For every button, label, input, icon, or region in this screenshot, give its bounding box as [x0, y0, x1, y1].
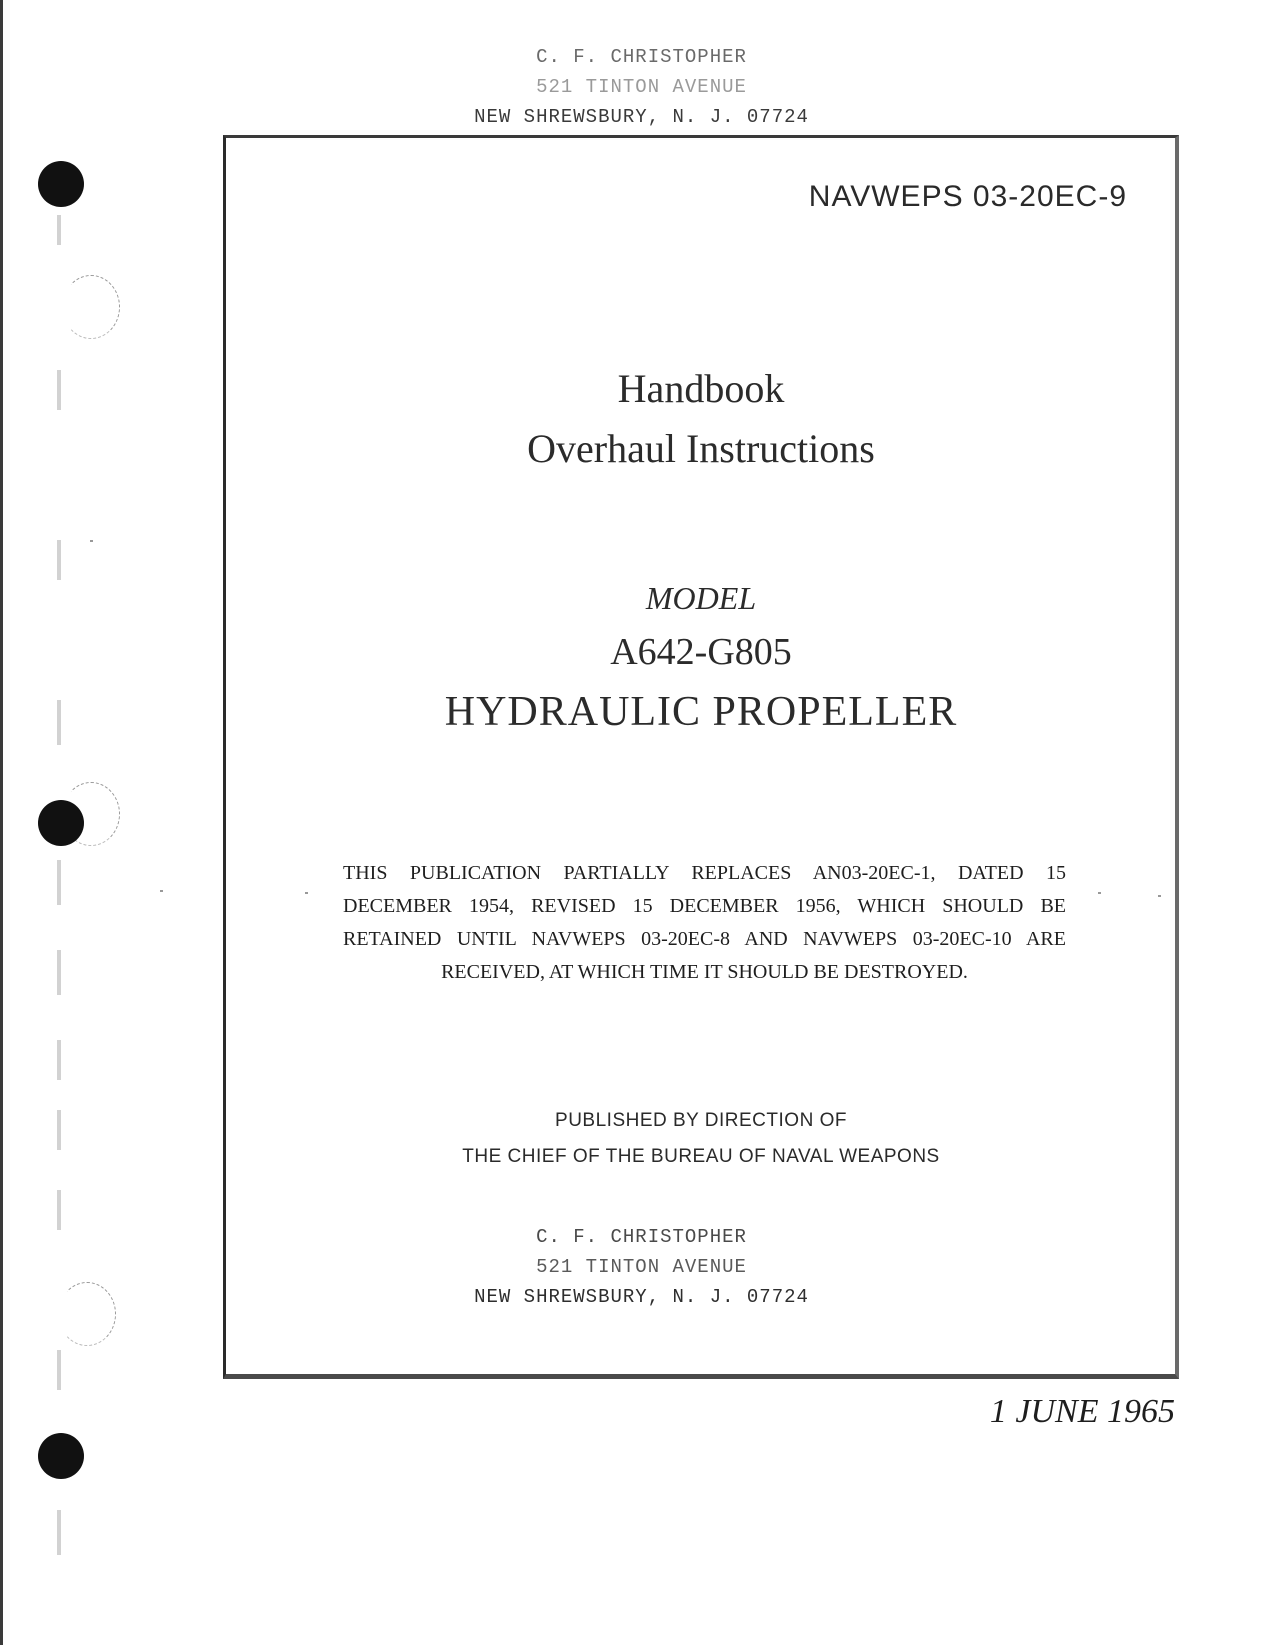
- stamp-name: C. F. CHRISTOPHER: [536, 1226, 747, 1248]
- punch-hole-top: [38, 161, 84, 207]
- stamp-street: 521 TINTON AVENUE: [536, 1256, 747, 1278]
- document-number: NAVWEPS 03-20EC-9: [808, 180, 1127, 213]
- margin-mark: [57, 1510, 61, 1555]
- margin-mark: [57, 1040, 61, 1080]
- punch-hole-bottom: [38, 1433, 84, 1479]
- scan-speck: [1158, 895, 1161, 897]
- top-address-stamp: [0, 42, 1283, 132]
- issue-date: 1 JUNE 1965: [989, 1393, 1175, 1430]
- bottom-address-stamp: [0, 1222, 1283, 1312]
- stamp-city: NEW SHREWSBURY, N. J. 07724: [474, 106, 809, 128]
- margin-mark: [57, 950, 61, 995]
- ghost-hole: [62, 275, 120, 339]
- supersession-notice: [343, 857, 1066, 989]
- scan-speck: [305, 892, 308, 894]
- punch-hole-middle: [38, 800, 84, 846]
- margin-mark: [57, 700, 61, 745]
- margin-mark: [57, 215, 61, 245]
- margin-mark: [57, 1350, 61, 1390]
- notice-line: RECEIVED, AT WHICH TIME IT SHOULD BE DESTROYED.: [441, 961, 968, 983]
- notice-line: DECEMBER 1954, REVISED 15 DECEMBER 1956, WHICH SHOULD BE: [343, 895, 1066, 917]
- scan-speck: [90, 540, 93, 542]
- notice-line: RETAINED UNTIL NAVWEPS 03-20EC-8 AND NAVWEPS 03-20EC-10 ARE: [343, 928, 1066, 950]
- margin-mark: [57, 370, 61, 410]
- notice-line: THIS PUBLICATION PARTIALLY REPLACES AN03-20EC-1, DATED 15: [343, 862, 1066, 884]
- authority-line-2: THE CHIEF OF THE BUREAU OF NAVAL WEAPONS: [462, 1146, 940, 1167]
- scan-edge: [0, 0, 3, 1645]
- scan-speck: [160, 890, 163, 892]
- stamp-street: 521 TINTON AVENUE: [536, 76, 747, 98]
- stamp-name: C. F. CHRISTOPHER: [536, 46, 747, 68]
- model-label: MODEL: [645, 580, 757, 616]
- margin-mark: [57, 860, 61, 905]
- stamp-city: NEW SHREWSBURY, N. J. 07724: [474, 1286, 809, 1308]
- title-overhaul-instructions: Overhaul Instructions: [527, 426, 875, 471]
- model-number: A642-G805: [610, 631, 792, 673]
- page-border-frame: [223, 135, 1179, 1379]
- authority-line-1: PUBLISHED BY DIRECTION OF: [555, 1110, 847, 1131]
- margin-mark: [57, 1110, 61, 1150]
- model-name: HYDRAULIC PROPELLER: [444, 689, 958, 735]
- scan-speck: [1098, 892, 1101, 894]
- title-handbook: Handbook: [617, 366, 785, 411]
- margin-mark: [57, 540, 61, 580]
